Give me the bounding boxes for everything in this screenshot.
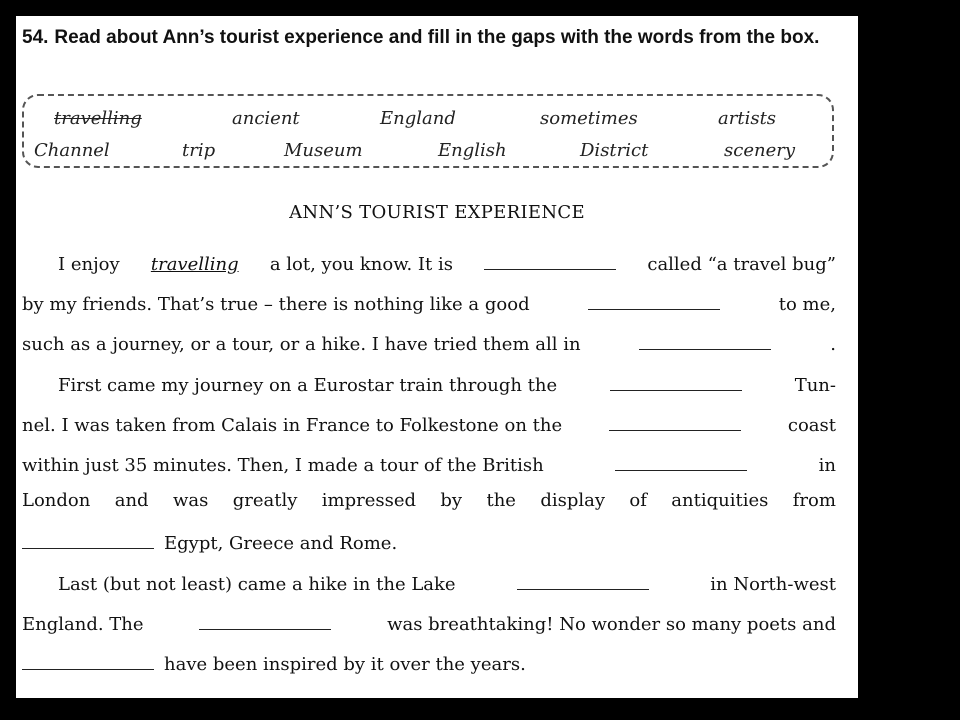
word-box-item: ancient <box>232 108 300 129</box>
task-instruction <box>22 26 842 50</box>
word-box-item: Museum <box>284 140 363 161</box>
text-line: by my friends. That’s true – there is nothing like a good to me, <box>22 289 836 315</box>
text-line: I enjoy travelling a lot, you know. It is called “a travel bug” <box>22 249 836 275</box>
gap-10[interactable] <box>22 649 154 670</box>
gap-9[interactable] <box>199 609 331 630</box>
word-box-item: District <box>580 140 649 161</box>
gap-2[interactable] <box>588 289 720 310</box>
gap-3[interactable] <box>639 329 771 350</box>
word-box-item: travelling <box>54 108 142 129</box>
word-box <box>22 94 834 168</box>
task-number: 54. <box>22 27 49 48</box>
word-box-item: artists <box>718 108 777 129</box>
text-line: have been inspired by it over the years. <box>22 649 836 675</box>
word-box-item: trip <box>182 140 216 161</box>
gap-6[interactable] <box>615 450 747 471</box>
text-line: nel. I was taken from Calais in France to Folkestone on the coast <box>22 410 836 436</box>
gap-7[interactable] <box>22 528 154 549</box>
word-box-item: sometimes <box>540 108 638 129</box>
text-title: ANN’S TOURIST EXPERIENCE <box>289 202 585 223</box>
gap-5[interactable] <box>609 410 741 431</box>
text-line: Last (but not least) came a hike in the Lake in North-west <box>22 569 836 595</box>
text-line: First came my journey on a Eurostar train through the Tun- <box>22 370 836 396</box>
text-line: Egypt, Greece and Rome. <box>22 528 836 554</box>
text-line: London and was greatly impressed by the display of antiquities from <box>22 490 836 511</box>
word-box-item: English <box>438 140 507 161</box>
example-answer: travelling <box>150 254 239 275</box>
gap-8[interactable] <box>517 569 649 590</box>
word-box-item: Channel <box>34 140 110 161</box>
gap-4[interactable] <box>610 370 742 391</box>
text-line: England. The was breathtaking! No wonder so many poets and <box>22 609 836 635</box>
word-box-item: scenery <box>724 140 795 161</box>
text-line: such as a journey, or a tour, or a hike. I have tried them all in . <box>22 329 836 355</box>
gap-1[interactable] <box>484 249 616 270</box>
exercise-page <box>16 16 858 698</box>
task-text: Read about Ann’s tourist experience and fill in the gaps with the words from the box. <box>54 27 820 48</box>
word-box-item: England <box>380 108 456 129</box>
text-line: within just 35 minutes. Then, I made a tour of the British in <box>22 450 836 476</box>
